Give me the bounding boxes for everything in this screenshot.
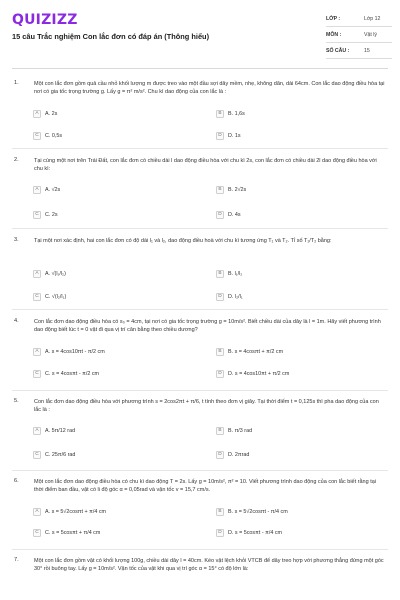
option-text: B. s = 4cosπt + π/2 cm [228, 348, 284, 355]
option-d[interactable] [216, 526, 282, 539]
document-title: 15 câu Trắc nghiệm Con lắc đơn có đáp án (Thông hiểu) [12, 32, 210, 41]
option-letter-badge: C [33, 211, 41, 219]
option-letter-badge: A [33, 348, 41, 356]
option-b[interactable] [216, 107, 245, 120]
option-letter-badge: A [33, 427, 41, 435]
option-a[interactable] [33, 183, 60, 196]
option-text: D. s = 5cosπt - π/4 cm [228, 529, 283, 536]
option-text: C. 2s [45, 211, 58, 218]
question-divider [12, 148, 388, 149]
option-text: A. s = 4cos10πt - π/2 cm [45, 348, 105, 355]
question-divider [12, 390, 388, 391]
option-text: D. s = 4cos10πt + π/2 cm [228, 370, 290, 377]
option-letter-badge: B [216, 270, 224, 278]
option-b[interactable] [216, 424, 252, 437]
option-letter-badge: D [216, 132, 224, 140]
option-letter-badge: D [216, 211, 224, 219]
question-number: 6. [14, 478, 19, 484]
option-c[interactable] [33, 208, 58, 221]
option-b[interactable] [216, 345, 283, 358]
option-letter-badge: A [33, 110, 41, 118]
option-letter-badge: B [216, 508, 224, 516]
option-b[interactable] [216, 505, 288, 518]
question-divider [12, 549, 388, 550]
option-letter-badge: A [33, 270, 41, 278]
option-letter-badge: B [216, 110, 224, 118]
option-d[interactable] [216, 129, 241, 142]
question-divider [12, 228, 388, 229]
option-letter-badge: C [33, 132, 41, 140]
option-text: A. 2s [45, 110, 58, 117]
option-letter-badge: D [216, 293, 224, 301]
option-letter-badge: C [33, 529, 41, 537]
quizizz-logo: QUIZIZZ [12, 12, 78, 28]
option-c[interactable] [33, 448, 75, 461]
header-divider [12, 68, 388, 69]
option-letter-badge: C [33, 451, 41, 459]
meta-panel [326, 11, 392, 59]
meta-value: 15 [364, 47, 370, 54]
option-text: A. 5π/12 rad [45, 427, 76, 434]
option-letter-badge: C [33, 293, 41, 301]
option-text: B. π/3 rad [228, 427, 253, 434]
question-divider [12, 470, 388, 471]
option-b[interactable] [216, 267, 242, 280]
option-text: D. 1s [228, 132, 241, 139]
option-d[interactable] [216, 367, 289, 380]
question-divider [12, 309, 388, 310]
meta-row-subject [326, 27, 392, 43]
option-a[interactable] [33, 505, 106, 518]
option-c[interactable] [33, 367, 99, 380]
meta-row-count [326, 43, 392, 59]
option-a[interactable] [33, 107, 57, 120]
option-d[interactable] [216, 290, 243, 303]
option-text: A. √2s [45, 186, 61, 193]
option-d[interactable] [216, 208, 241, 221]
option-c[interactable] [33, 526, 100, 539]
option-letter-badge: D [216, 529, 224, 537]
question-text: Một con lắc đơn gồm vật có khối lượng 100g, chiều dài dây l = 40cm. Kéo vật lệch khỏi VTCB để dây treo hợp với phương thẳng đứng một góc 30° rồi buông tay. Lấy g = 10m/s². Vận tốc của vật khi qua vị trí góc α = 15° có độ lớn là: [34, 558, 384, 573]
option-text: C. s = 4cosπt - π/2 cm [45, 370, 100, 377]
question-number: 2. [14, 157, 19, 163]
option-text: B. l₁/l₂ [228, 270, 243, 277]
option-text: C. 25π/6 rad [45, 451, 76, 458]
option-letter-badge: C [33, 370, 41, 378]
option-text: C. s = 5cosπt + π/4 cm [45, 529, 101, 536]
option-text: D. l₂/l₁ [228, 293, 243, 300]
option-text: B. s = 5√2cosπt - π/4 cm [228, 508, 288, 515]
option-a[interactable] [33, 345, 105, 358]
option-text: A. √(l₁/l₂) [45, 270, 66, 277]
question-number: 5. [14, 398, 19, 404]
option-letter-badge: B [216, 186, 224, 194]
question-number: 1. [14, 80, 19, 86]
option-c[interactable] [33, 290, 66, 303]
option-text: B. 1,6s [228, 110, 245, 117]
question-number: 7. [14, 557, 19, 563]
option-text: D. 2πrad [228, 451, 250, 458]
option-letter-badge: B [216, 348, 224, 356]
option-c[interactable] [33, 129, 62, 142]
option-text: B. 2√2s [228, 186, 247, 193]
option-text: C. √(l₂/l₁) [45, 293, 67, 300]
option-letter-badge: A [33, 186, 41, 194]
question-text: Con lắc đơn dao động điều hòa với phương trình s = 2cos2πt + π/6, t tính theo đơn vị giây. Tại thời điểm t = 0,125s thì pha dao động của con lắc là : [34, 399, 379, 414]
question-number: 3. [14, 237, 19, 243]
option-b[interactable] [216, 183, 246, 196]
option-text: A. s = 5√2cosπt + π/4 cm [45, 508, 107, 515]
meta-key: LỚP : [326, 15, 341, 22]
question-text: Tại một nơi xác định, hai con lắc đơn có độ dài l₁ và l₂, dao động điều hoà với chu kì tương ứng T₁ và T₂. Tỉ số T₁/T₂ bằng: [34, 238, 332, 244]
question-text: Một con lắc đơn gồm quả cầu nhỏ khối lượng m được treo vào một đầu sợi dây mềm, nhẹ, không dãn, dài 64cm. Con lắc dao động điều hòa tại nơi có gia tốc trọng trường g. Lấy g = π² m/s². Chu kì dao động của con lắc là : [34, 81, 385, 96]
question-text: Tại cùng một nơi trên Trái Đất, con lắc đơn có chiều dài l dao động điều hòa với chu kì 2s, con lắc đơn có chiều dài 2l dao động điều hòa với chu kì: [34, 158, 377, 173]
page-header [0, 0, 400, 64]
question-number: 4. [14, 318, 19, 324]
question-text: Một con lắc đơn dao động điều hòa có chu kì dao động T = 2s. Lấy g = 10m/s², π² = 10. Viết phương trình dao động của con lắc biết rằng tại thời điểm ban đầu, vật có li độ góc α = 0,05rad và vận tốc v = 15,7 cm/s. [34, 479, 377, 494]
meta-key: SỐ CÂU : [326, 47, 350, 54]
option-letter-badge: D [216, 451, 224, 459]
option-a[interactable] [33, 424, 75, 437]
option-a[interactable] [33, 267, 66, 280]
question-text: Con lắc đơn dao động điều hòa có s₀ = 4cm, tại nơi có gia tốc trọng trường g = 10m/s². Biết chiều dài của dây là l = 1m. Hãy viết phương trình dao động biết lúc t = 0 vật đi qua vị trí cân bằng theo chiều dương? [34, 319, 381, 334]
option-d[interactable] [216, 448, 249, 461]
meta-value: Lớp 12 [364, 15, 381, 22]
option-letter-badge: B [216, 427, 224, 435]
meta-value: Vật lý [364, 31, 377, 38]
option-letter-badge: D [216, 370, 224, 378]
meta-row-class [326, 11, 392, 27]
option-text: D. 4s [228, 211, 241, 218]
option-text: C. 0,5s [45, 132, 63, 139]
option-letter-badge: A [33, 508, 41, 516]
meta-key: MÔN : [326, 31, 342, 38]
